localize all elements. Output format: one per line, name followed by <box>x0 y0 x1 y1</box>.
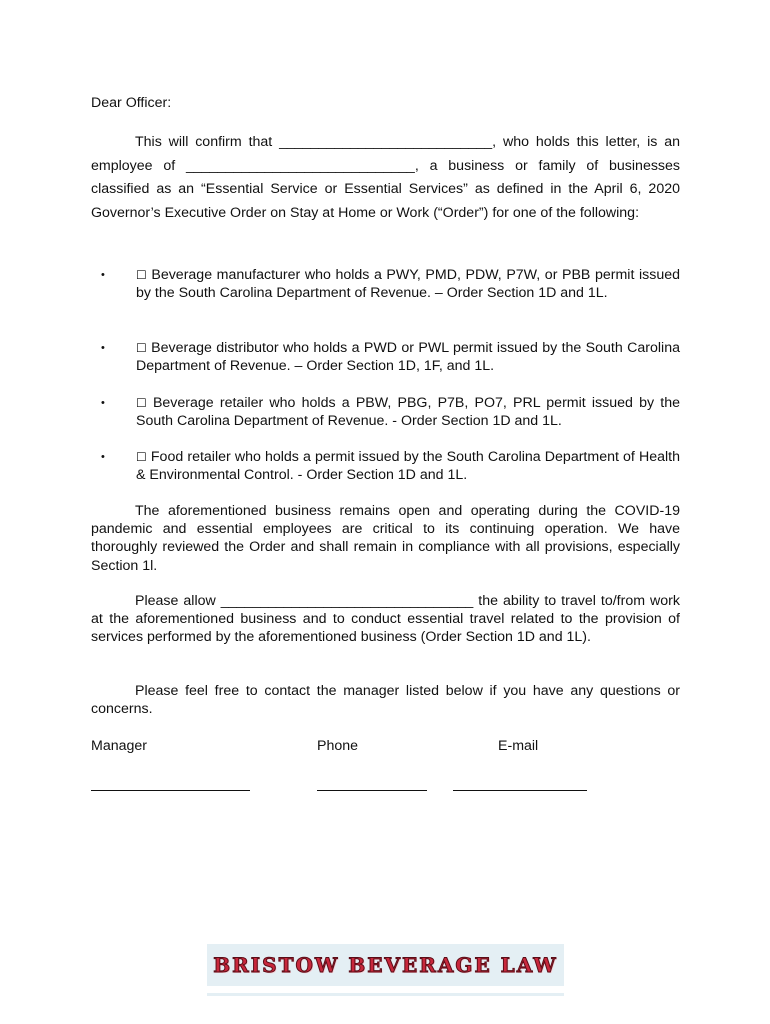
bullet: • <box>101 342 105 354</box>
checkbox-icon[interactable]: ☐ <box>136 450 147 464</box>
manager-signature-line[interactable] <box>91 790 250 791</box>
checkbox-icon[interactable]: ☐ <box>136 396 147 410</box>
bullet: • <box>101 397 105 409</box>
checkbox-icon[interactable]: ☐ <box>136 268 147 282</box>
option-list <box>91 448 680 484</box>
intro-text-c: , a business or family of businesses classified as an “Essential Service or Essential Services” as defined in the April 6, 2020 Governor’s Executive Order on Stay at Home or Work (“Order”) for one of the following: <box>91 157 681 221</box>
traveler-name-blank: ________________________________ <box>220 593 474 609</box>
bullet: • <box>101 269 105 281</box>
allow-travel-paragraph <box>91 592 680 647</box>
employer-name-blank: _____________________________ <box>186 157 415 174</box>
option-text: Beverage retailer who holds a PBW, PBG, P7B, PO7, PRL permit issued by the South Carolina Department of Revenue. - Order Section 1D and 1L. <box>136 395 680 429</box>
option-item <box>91 339 680 375</box>
checkbox-icon[interactable]: ☐ <box>136 341 147 355</box>
phone-label: Phone <box>317 738 359 754</box>
open-operating-text: The aforementioned business remains open and operating during the COVID-19 pandemic and essential employees are critical to its continuing operation. We have thoroughly reviewed the Order and shall remain in compliance with all provisions, especially Section 1l. <box>91 503 680 574</box>
manager-label: Manager <box>91 738 147 754</box>
employee-name-blank: ___________________________ <box>279 134 493 150</box>
email-label: E-mail <box>498 738 539 754</box>
allow-text-a: Please allow <box>135 593 216 609</box>
contact-text: Please feel free to contact the manager listed below if you have any questions or concerns. <box>91 683 680 718</box>
option-item <box>91 394 680 430</box>
footer-logo-banner <box>207 944 564 986</box>
intro-text-b: , who holds this letter, is an employee of <box>91 134 680 174</box>
firm-logo-text: BRISTOW BEVERAGE LAW <box>213 953 558 977</box>
contact-paragraph <box>91 682 680 718</box>
email-signature-line[interactable] <box>453 790 587 791</box>
option-text: Beverage distributor who holds a PWD or PWL permit issued by the South Carolina Department of Revenue. – Order Section 1D, 1F, and 1L. <box>136 340 680 374</box>
open-operating-paragraph <box>91 502 680 575</box>
option-text: Beverage manufacturer who holds a PWY, PMD, PDW, P7W, or PBB permit issued by the South Carolina Department of Revenue. – Order Section 1D and 1L. <box>136 267 680 301</box>
bullet: • <box>101 451 105 463</box>
salutation: Dear Officer: <box>91 95 172 111</box>
option-list <box>91 339 680 375</box>
option-list <box>91 266 680 302</box>
allow-text-b: the ability to travel to/from work at the aforementioned business and to conduct essential travel related to the provision of services performed by the aforementioned business (Order Section 1D and 1L). <box>91 593 680 646</box>
option-item <box>91 448 680 484</box>
option-text: Food retailer who holds a permit issued by the South Carolina Department of Health & Environmental Control. - Order Section 1D and 1L. <box>136 449 680 483</box>
intro-text-a: This will confirm that <box>135 134 273 150</box>
intro-paragraph <box>91 131 680 225</box>
phone-signature-line[interactable] <box>317 790 427 791</box>
option-list <box>91 394 680 430</box>
option-item <box>91 266 680 302</box>
footer-divider <box>207 993 564 996</box>
